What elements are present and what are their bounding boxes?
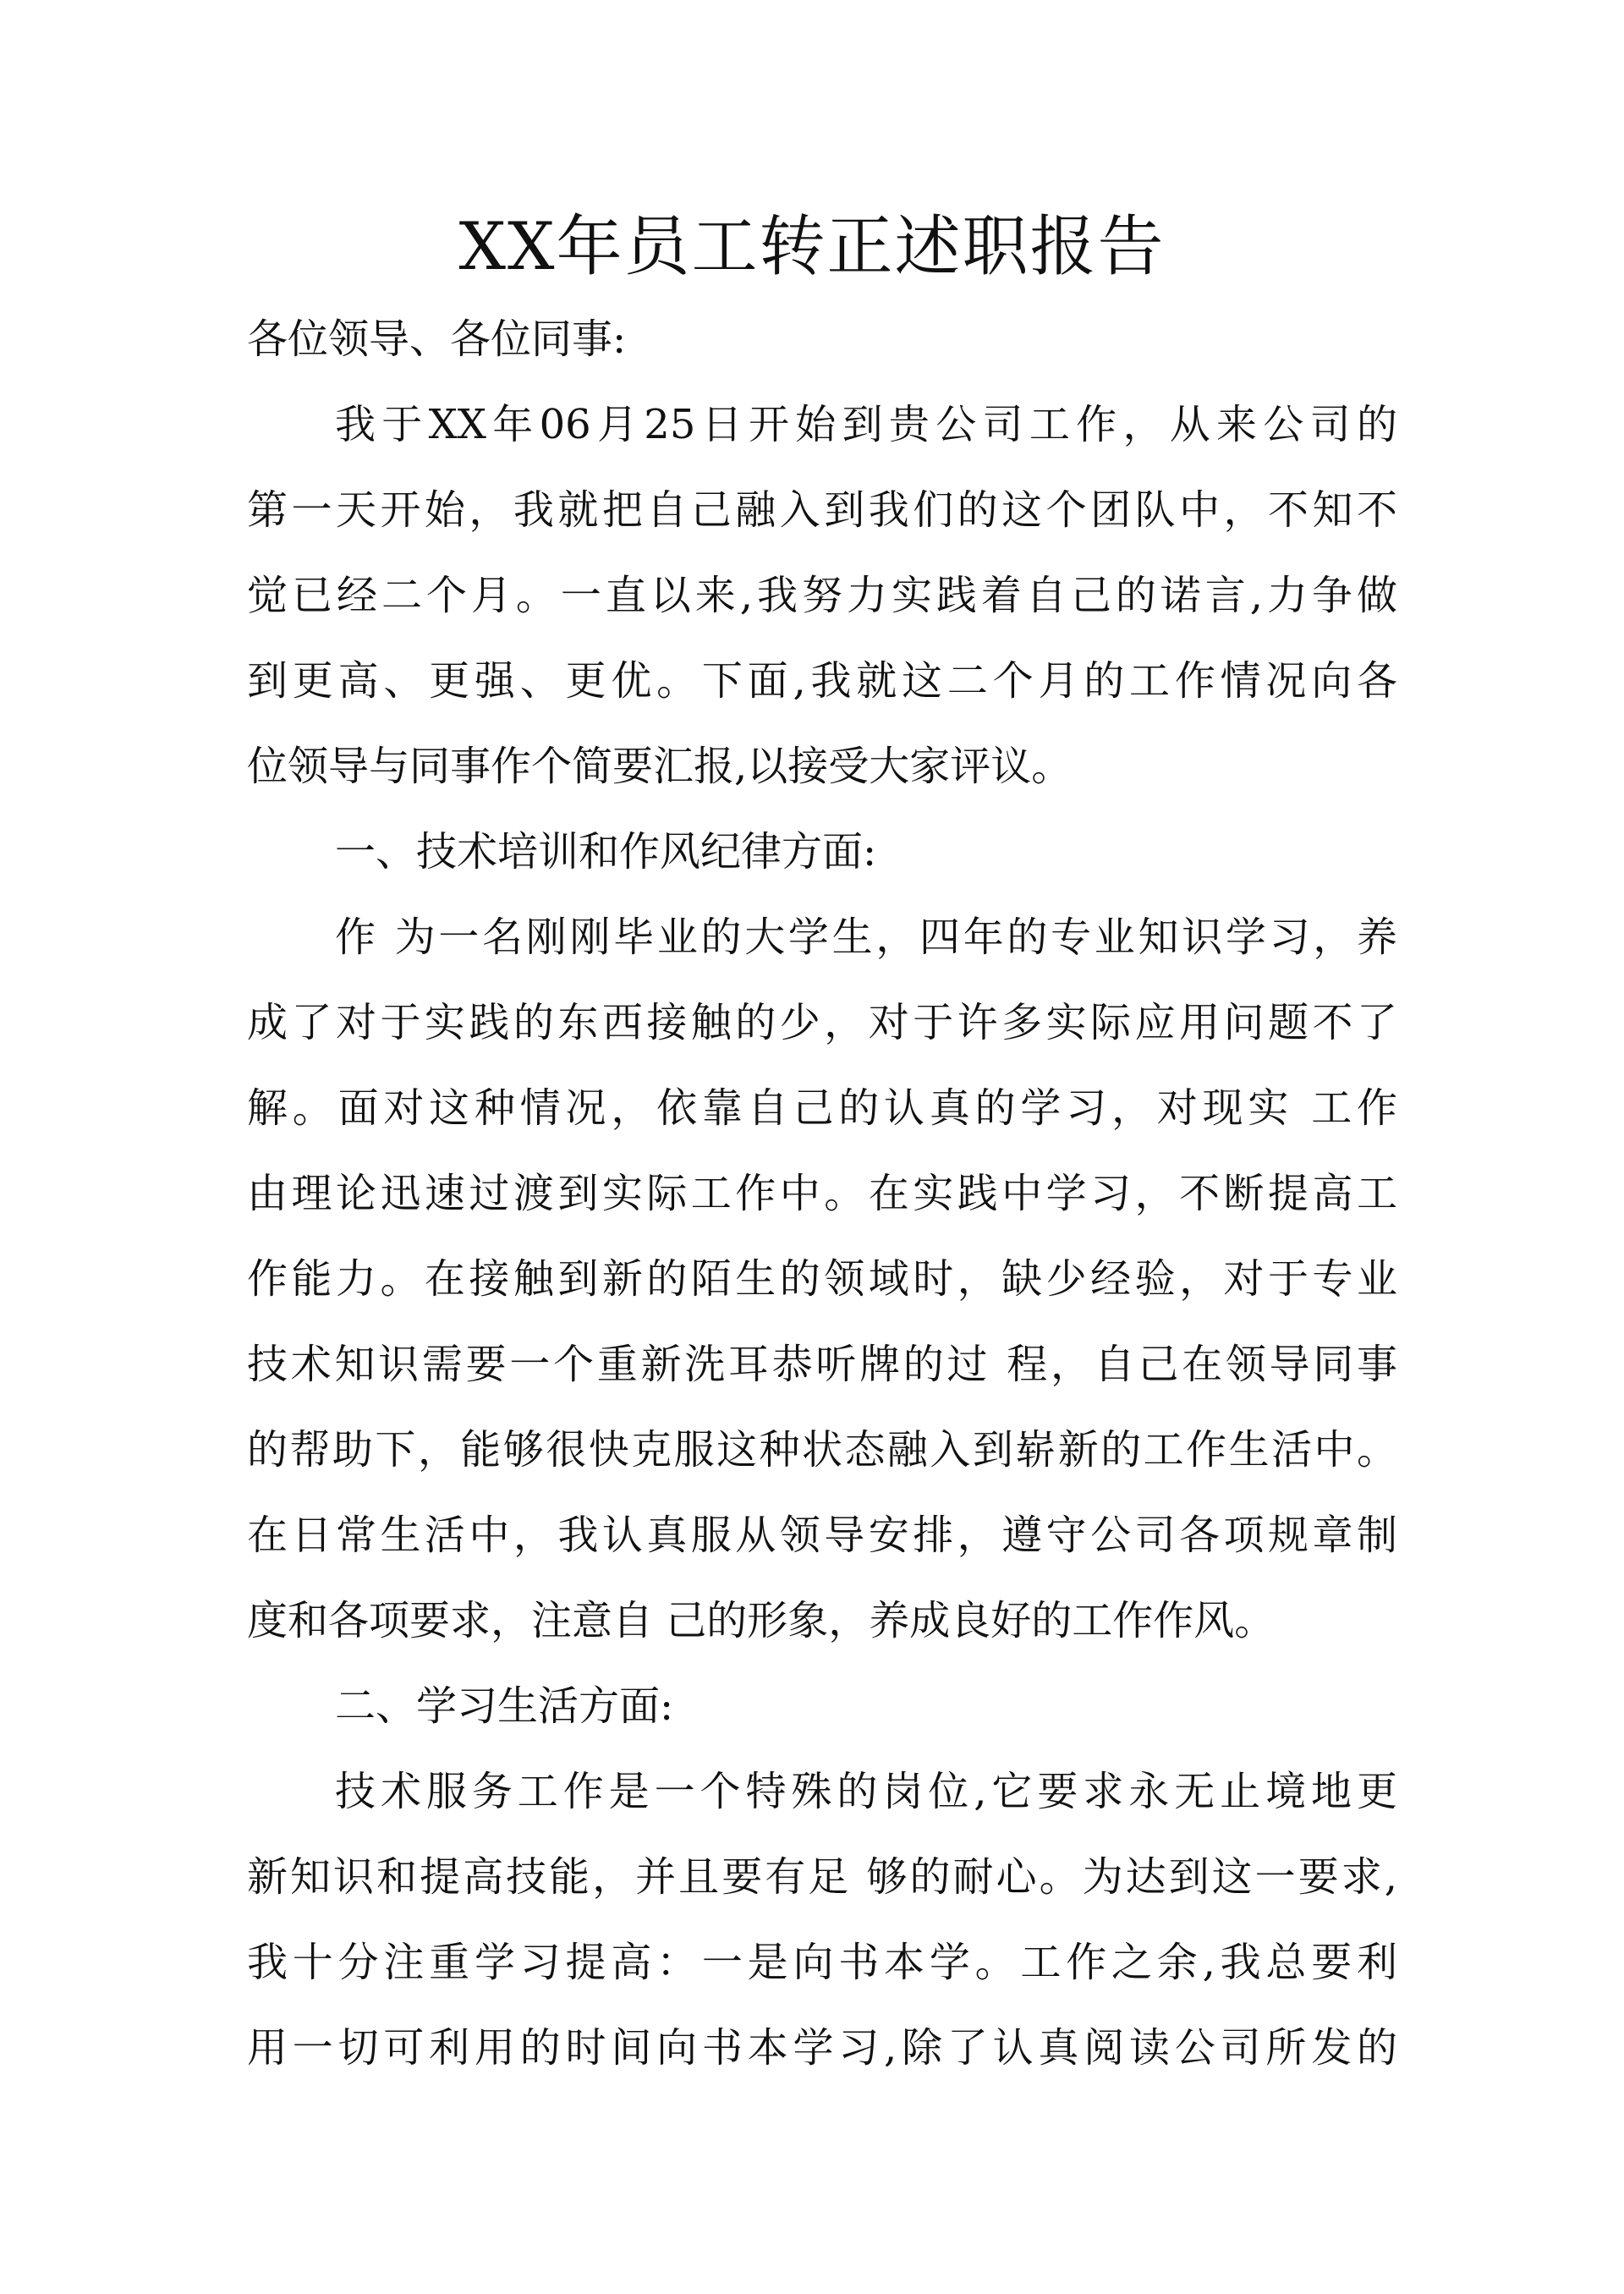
paragraph-line: 的帮助下，能够很快克服这种状态融入到崭新的工作生活中。 <box>247 1426 1397 1474</box>
paragraph-line: 第一天开始，我就把自己融入到我们的这个团队中，不知不 <box>247 486 1397 534</box>
salutation-line: 各位领导、各位同事: <box>247 316 627 363</box>
paragraph-line: 作能力。在接触到新的陌生的领域时，缺少经验，对于专业 <box>247 1255 1397 1303</box>
paragraph-line: 在日常生活中，我认真服从领导安排，遵守公司各项规章制 <box>247 1512 1397 1559</box>
paragraph-line: 位领导与同事作个简要汇报,以接受大家评议。 <box>247 743 1073 790</box>
section-heading: 二、学习生活方面: <box>335 1682 674 1730</box>
paragraph-line: 到更高、更强、更优。下面,我就这二个月的工作情况向各 <box>247 657 1397 705</box>
paragraph-line: 我于XX年06月25日开始到贵公司工作，从来公司的 <box>335 401 1397 448</box>
paragraph-line: 新知识和提高技能，并且要有足 够的耐心。为达到这一要求, <box>247 1853 1397 1901</box>
paragraph-line: 我十分注重学习提高：一是向书本学。工作之余,我总要利 <box>247 1939 1397 1986</box>
paragraph-line: 技术知识需要一个重新洗耳恭听牌的过 程，自己在领导同事 <box>247 1341 1397 1388</box>
paragraph-line: 成了对于实践的东西接触的少，对于许多实际应用问题不了 <box>247 999 1397 1046</box>
paragraph-line: 作 为一名刚刚毕业的大学生，四年的专业知识学习，养 <box>335 914 1397 961</box>
paragraph-line: 由理论迅速过渡到实际工作中。在实践中学习，不断提高工 <box>247 1170 1397 1217</box>
paragraph-line: 解。面对这种情况，依靠自己的认真的学习，对现实 工作 <box>247 1084 1397 1132</box>
paragraph-line: 度和各项要求，注意自 己的形象，养成良好的工作作风。 <box>247 1597 1276 1644</box>
paragraph-line: 用一切可利用的时间向书本学习,除了认真阅读公司所发的 <box>247 2024 1397 2072</box>
section-heading: 一、技术培训和作风纪律方面: <box>335 828 877 875</box>
document-title: XX年员工转正述职报告 <box>458 209 1166 285</box>
paragraph-line: 技术服务工作是一个特殊的岗位,它要求永无止境地更 <box>335 1768 1397 1815</box>
paragraph-line: 觉已经二个月。一直以来,我努力实践着自己的诺言,力争做 <box>247 572 1397 619</box>
